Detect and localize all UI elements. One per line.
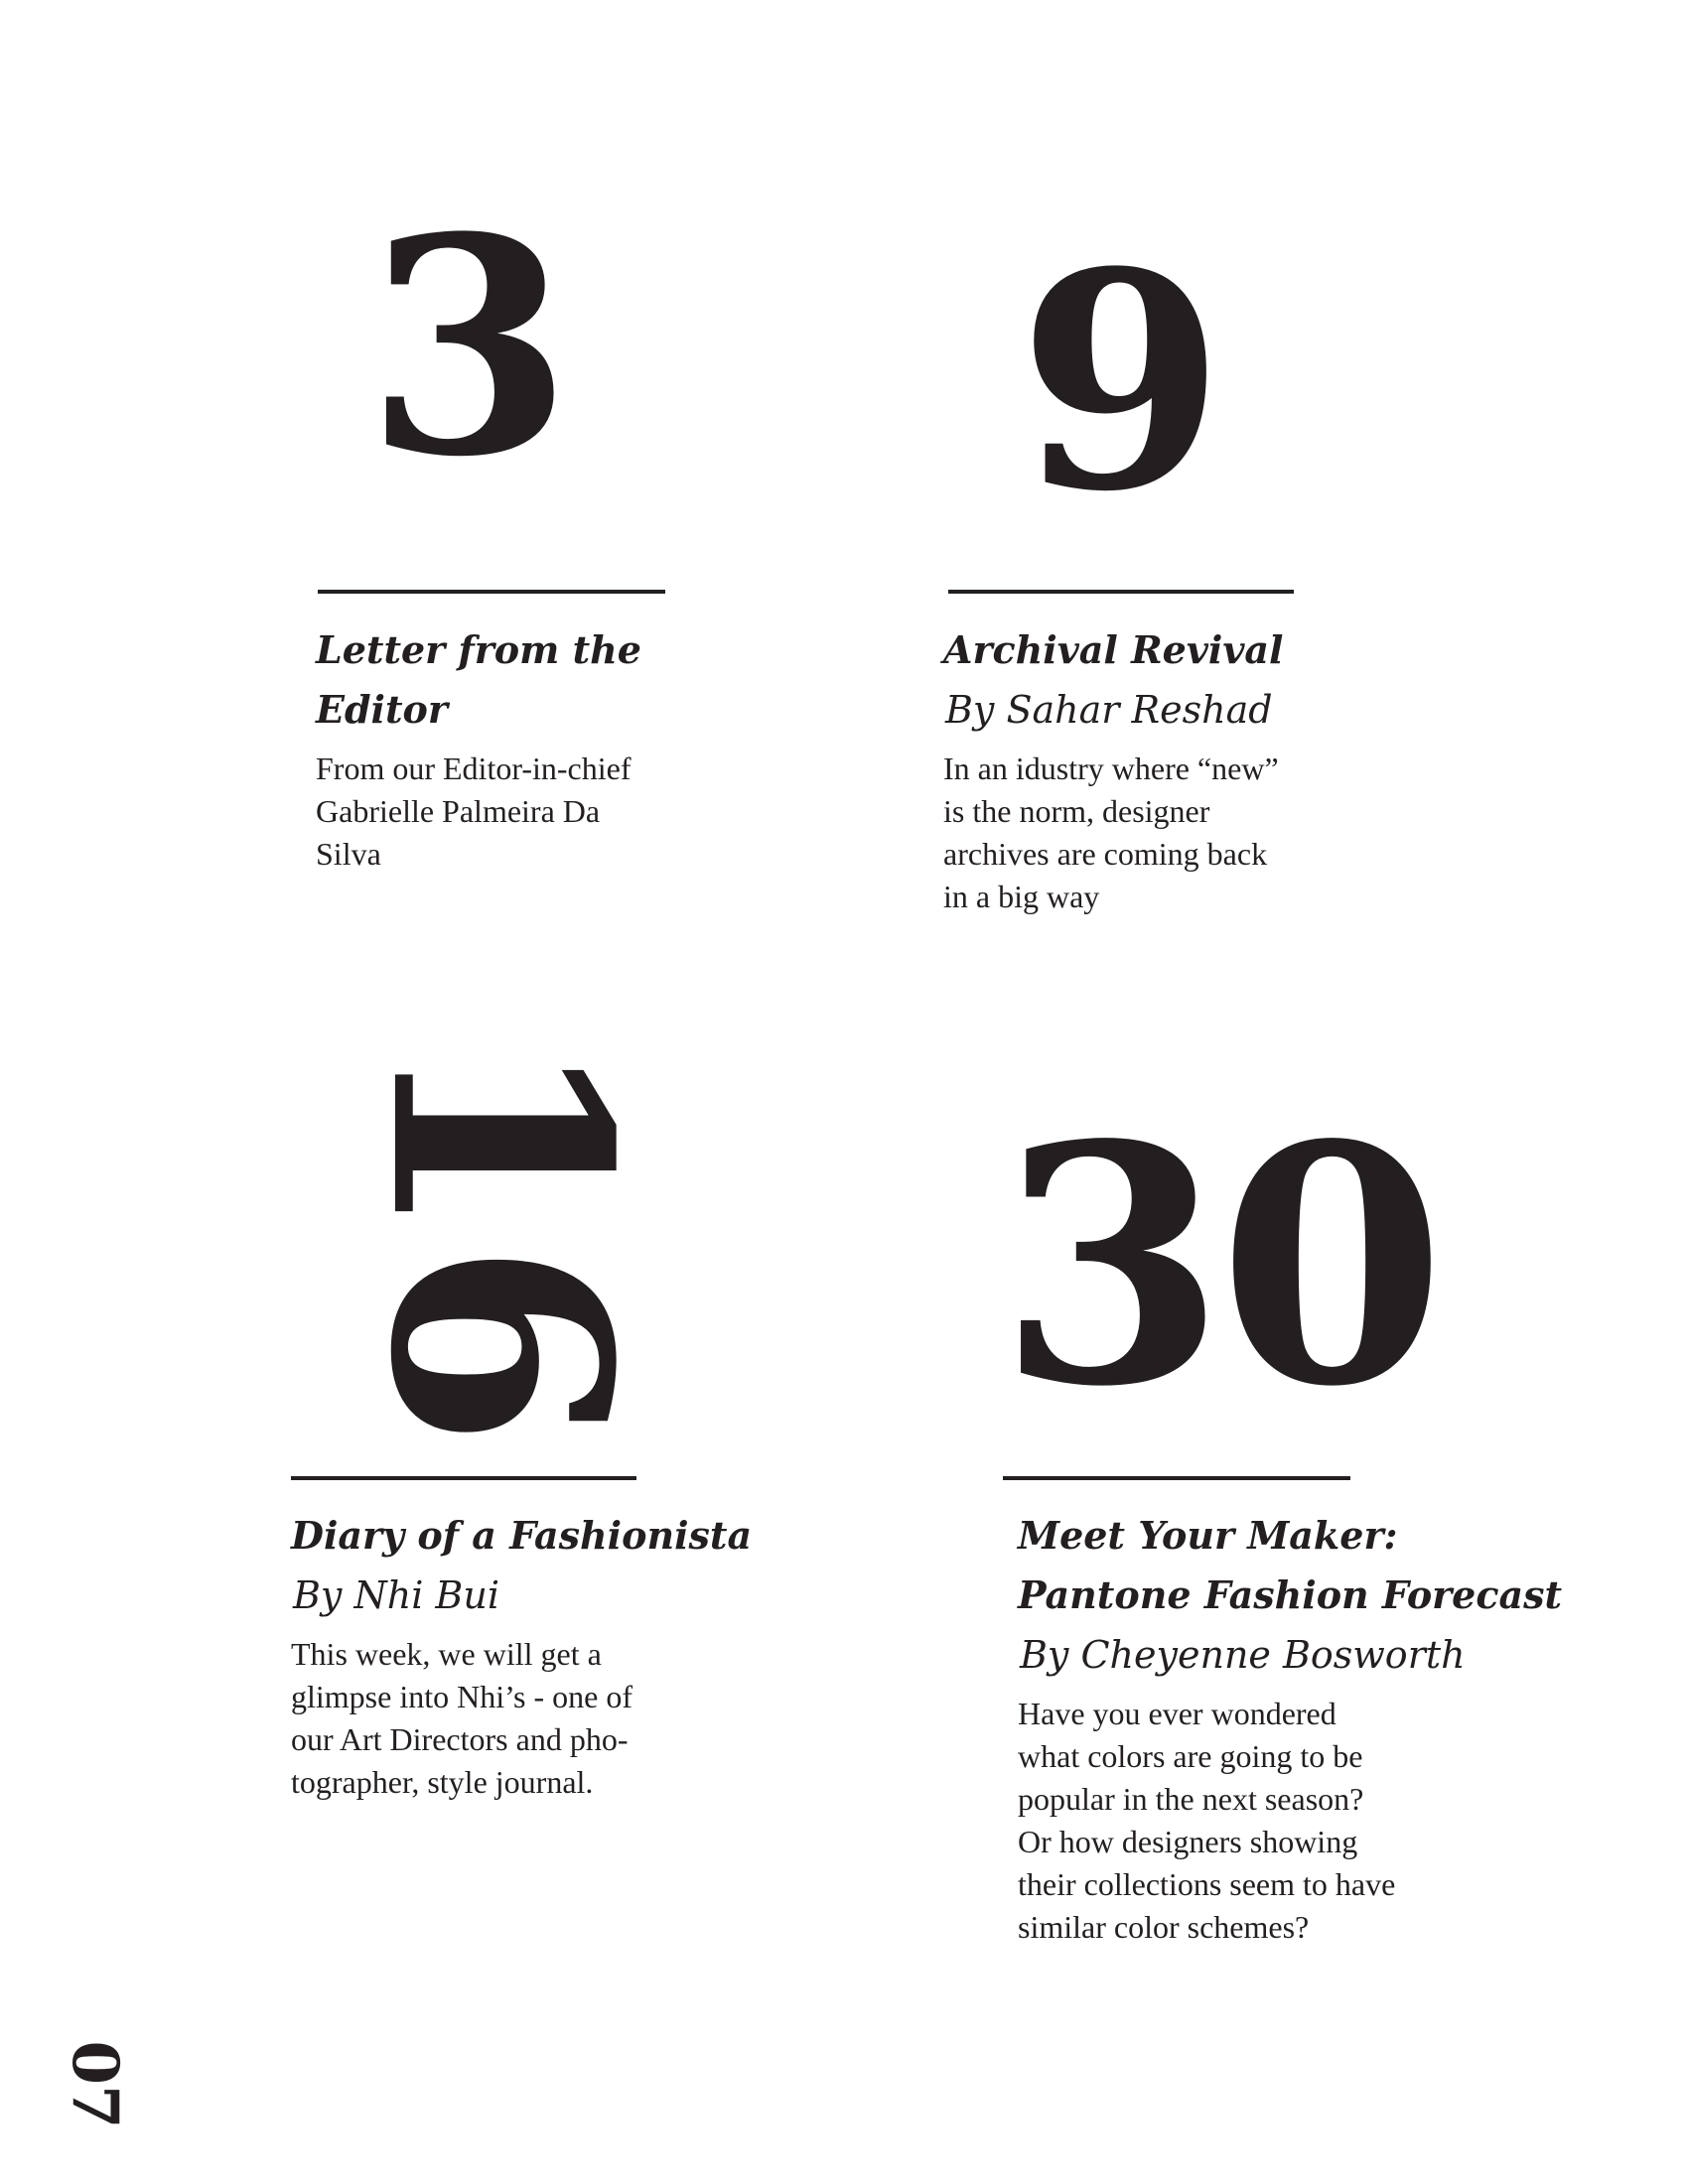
- entry-description: Have you ever wondered what colors are going to be popular in the next season? Or how designers showing their collections seem to have similar color schemes?: [1018, 1696, 1396, 1945]
- toc-entry-meet-your-maker[interactable]: [1018, 1506, 1614, 1949]
- entry-title[interactable]: [316, 620, 733, 740]
- divider-rule: [318, 590, 665, 594]
- folio-page-number: 07: [58, 2040, 132, 2129]
- page-number-30: 30: [998, 1073, 1439, 1458]
- toc-entry-letter-from-editor[interactable]: [316, 620, 733, 876]
- divider-rule: [1003, 1476, 1350, 1480]
- entry-title[interactable]: [1018, 1506, 1614, 1625]
- entry-title[interactable]: Diary of a Fashionista: [291, 1513, 753, 1558]
- page-number-16-text: 16: [325, 1033, 675, 1448]
- entry-byline: By Cheyenne Bosworth: [1020, 1633, 1466, 1677]
- entry-description: This week, we will get a glimpse into Nhi’s - one of our Art Directors and pho- tographer, style journal.: [291, 1636, 633, 1800]
- page-number-9: 9: [1018, 206, 1225, 557]
- page-number-3: 3: [365, 172, 573, 522]
- divider-rule: [948, 590, 1294, 594]
- entry-title[interactable]: Archival Revival: [943, 627, 1284, 672]
- entry-title-line: Meet Your Maker:: [1018, 1513, 1398, 1558]
- entry-byline: By Sahar Reshad: [945, 688, 1273, 732]
- divider-rule: [291, 1476, 636, 1480]
- entry-title-line: Editor: [316, 687, 448, 732]
- toc-entry-diary-of-a-fashionista[interactable]: [291, 1506, 768, 1804]
- entry-description: From our Editor-in-chief Gabrielle Palmeira Da Silva: [316, 751, 632, 872]
- toc-entry-archival-revival[interactable]: [943, 620, 1370, 918]
- page-number-16: [325, 1033, 675, 1448]
- entry-byline: By Nhi Bui: [293, 1573, 499, 1617]
- entry-description: In an idustry where “new” is the norm, designer archives are coming back in a big way: [943, 751, 1279, 914]
- entry-title-line: Pantone Fashion Forecast: [1018, 1572, 1563, 1617]
- entry-title-line: Letter from the: [316, 627, 641, 672]
